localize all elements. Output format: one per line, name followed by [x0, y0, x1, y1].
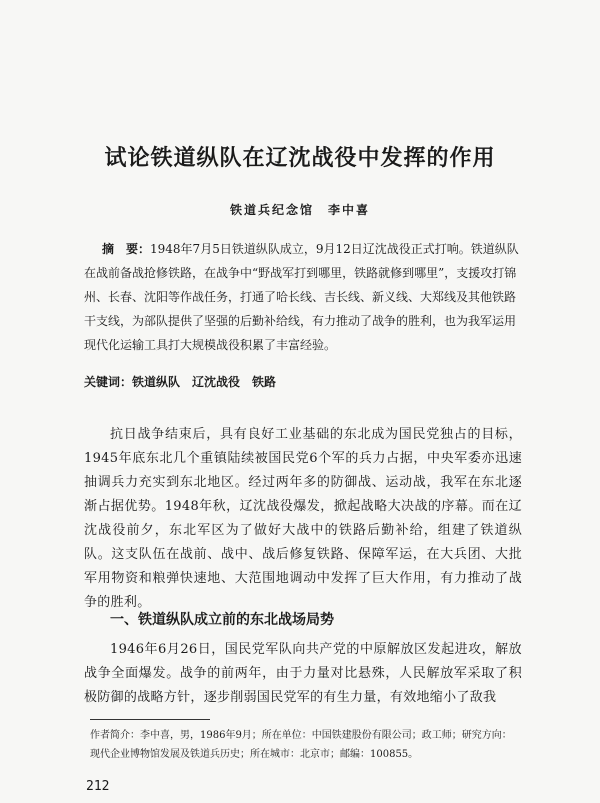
section-heading: 一、铁道纵队成立前的东北战场局势 — [110, 612, 334, 628]
article-title: 试论铁道纵队在辽沈战役中发挥的作用 — [104, 145, 496, 171]
page-number: 212 — [86, 779, 110, 794]
keywords-label: 关键词： — [84, 375, 133, 389]
author-affiliation: 铁道兵纪念馆 李中喜 — [229, 203, 370, 217]
body-paragraph-section-1: 1946年6月26日，国民党军队向共产党的中原解放区发起进攻，解放战争全面爆发。战争的前两年，由于力量对比悬殊，人民解放军采取了积极防御的战略方针，逐步削弱国民党军的有生力量，有效地缩小了敌我 — [84, 642, 522, 705]
abstract-label: 摘 要： — [102, 242, 151, 256]
footnote-divider — [90, 719, 210, 720]
abstract — [84, 237, 520, 357]
author-footnote: 作者简介：李中喜，男，1986年9月；所在单位：中国铁建股份有限公司；政工师；研究方向：现代企业博物馆发展及铁道兵历史；所在城市：北京市；邮编：100855。 — [90, 730, 512, 760]
body-paragraph-intro: 抗日战争结束后，具有良好工业基础的东北成为国民党独占的目标，1945年底东北几个重镇陆续被国民党6个军的兵力占据，中央军委亦迅速抽调兵力充实到东北地区。经过两年多的防御战、运动战，我军在东北逐渐占据优势。1948年秋，辽沈战役爆发，掀起战略大决战的序幕。而在辽沈战役前夕，东北军区为了做好大战中的铁路后勤补给，组建了铁道纵队。这支队伍在战前、战中、战后修复铁路、保障军运，在大兵团、大批军用物资和粮弹快速地、大范围地调动中发挥了巨大作用，有力推动了战争的胜利。 — [84, 427, 522, 610]
keywords — [84, 372, 520, 392]
abstract-text: 1948年7月5日铁道纵队成立，9月12日辽沈战役正式打响。铁道纵队在战前备战抢修铁路，在战争中“野战军打到哪里，铁路就修到哪里”，支援攻打锦州、长春、沈阳等作战任务，打通了哈长线、吉长线、新义线、大郑线及其他铁路干支线，为部队提供了坚强的后勤补给线，有力推动了战争的胜利，也为我军运用现代化运输工具打大规模战役积累了丰富经验。 — [84, 242, 519, 352]
keywords-text: 铁道纵队 辽沈战役 铁路 — [132, 375, 277, 389]
